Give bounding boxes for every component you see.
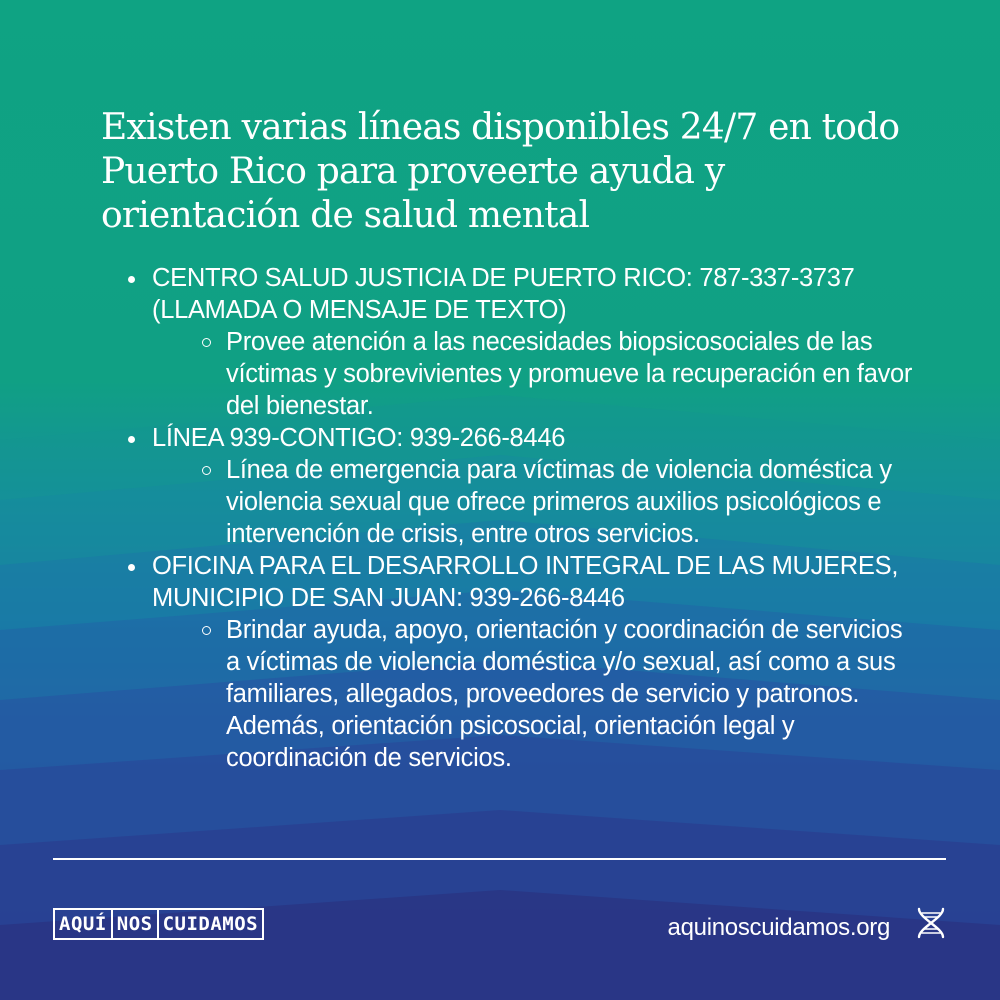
bullet-icon: [128, 564, 135, 571]
footer-divider: [53, 858, 946, 860]
bullet-icon: [128, 436, 135, 443]
sub-list-item: [202, 326, 916, 422]
list-item: [126, 262, 916, 422]
sub-list-item: [202, 454, 916, 550]
resource-description: Línea de emergencia para víctimas de violencia doméstica y violencia sexual que ofrece primeros auxilios psicológicos e intervención de crisis, entre otros servicios.: [226, 456, 892, 548]
list-item: [126, 422, 916, 550]
resource-description: Provee atención a las necesidades biopsicosociales de las víctimas y sobrevivientes y promueve la recuperación en favor del bienestar.: [226, 328, 913, 420]
resource-title: CENTRO SALUD JUSTICIA DE PUERTO RICO: 787-337-3737 (LLAMADA O MENSAJE DE TEXTO): [152, 264, 855, 324]
list-item: [126, 550, 916, 774]
logo-word: AQUÍ: [59, 913, 107, 935]
logo-word: NOS: [111, 910, 157, 938]
hollow-bullet-icon: [202, 338, 211, 347]
logo-word: CUIDAMOS: [157, 910, 263, 938]
hollow-bullet-icon: [202, 626, 211, 635]
resource-description: Brindar ayuda, apoyo, orientación y coordinación de servicios a víctimas de violencia doméstica y/o sexual, así como a sus familiares, allegados, proveedores de servicio y patronos. Además, orientación psicosocial, orientación legal y coordinación de servicios.: [226, 616, 903, 772]
dna-icon: [914, 906, 948, 940]
headline: Existen varias líneas disponibles 24/7 en todo Puerto Rico para proveerte ayuda y orientación de salud mental: [101, 107, 900, 236]
resource-title: OFICINA PARA EL DESARROLLO INTEGRAL DE LAS MUJERES, MUNICIPIO DE SAN JUAN: 939-266-8446: [152, 552, 899, 612]
sub-list-item: [202, 614, 916, 774]
website-link[interactable]: aquinoscuidamos.org: [667, 914, 890, 941]
resource-list: [126, 262, 916, 774]
resource-title: LÍNEA 939-CONTIGO: 939-266-8446: [152, 424, 566, 452]
hollow-bullet-icon: [202, 466, 211, 475]
bullet-icon: [128, 276, 135, 283]
brand-logo: [53, 908, 264, 940]
